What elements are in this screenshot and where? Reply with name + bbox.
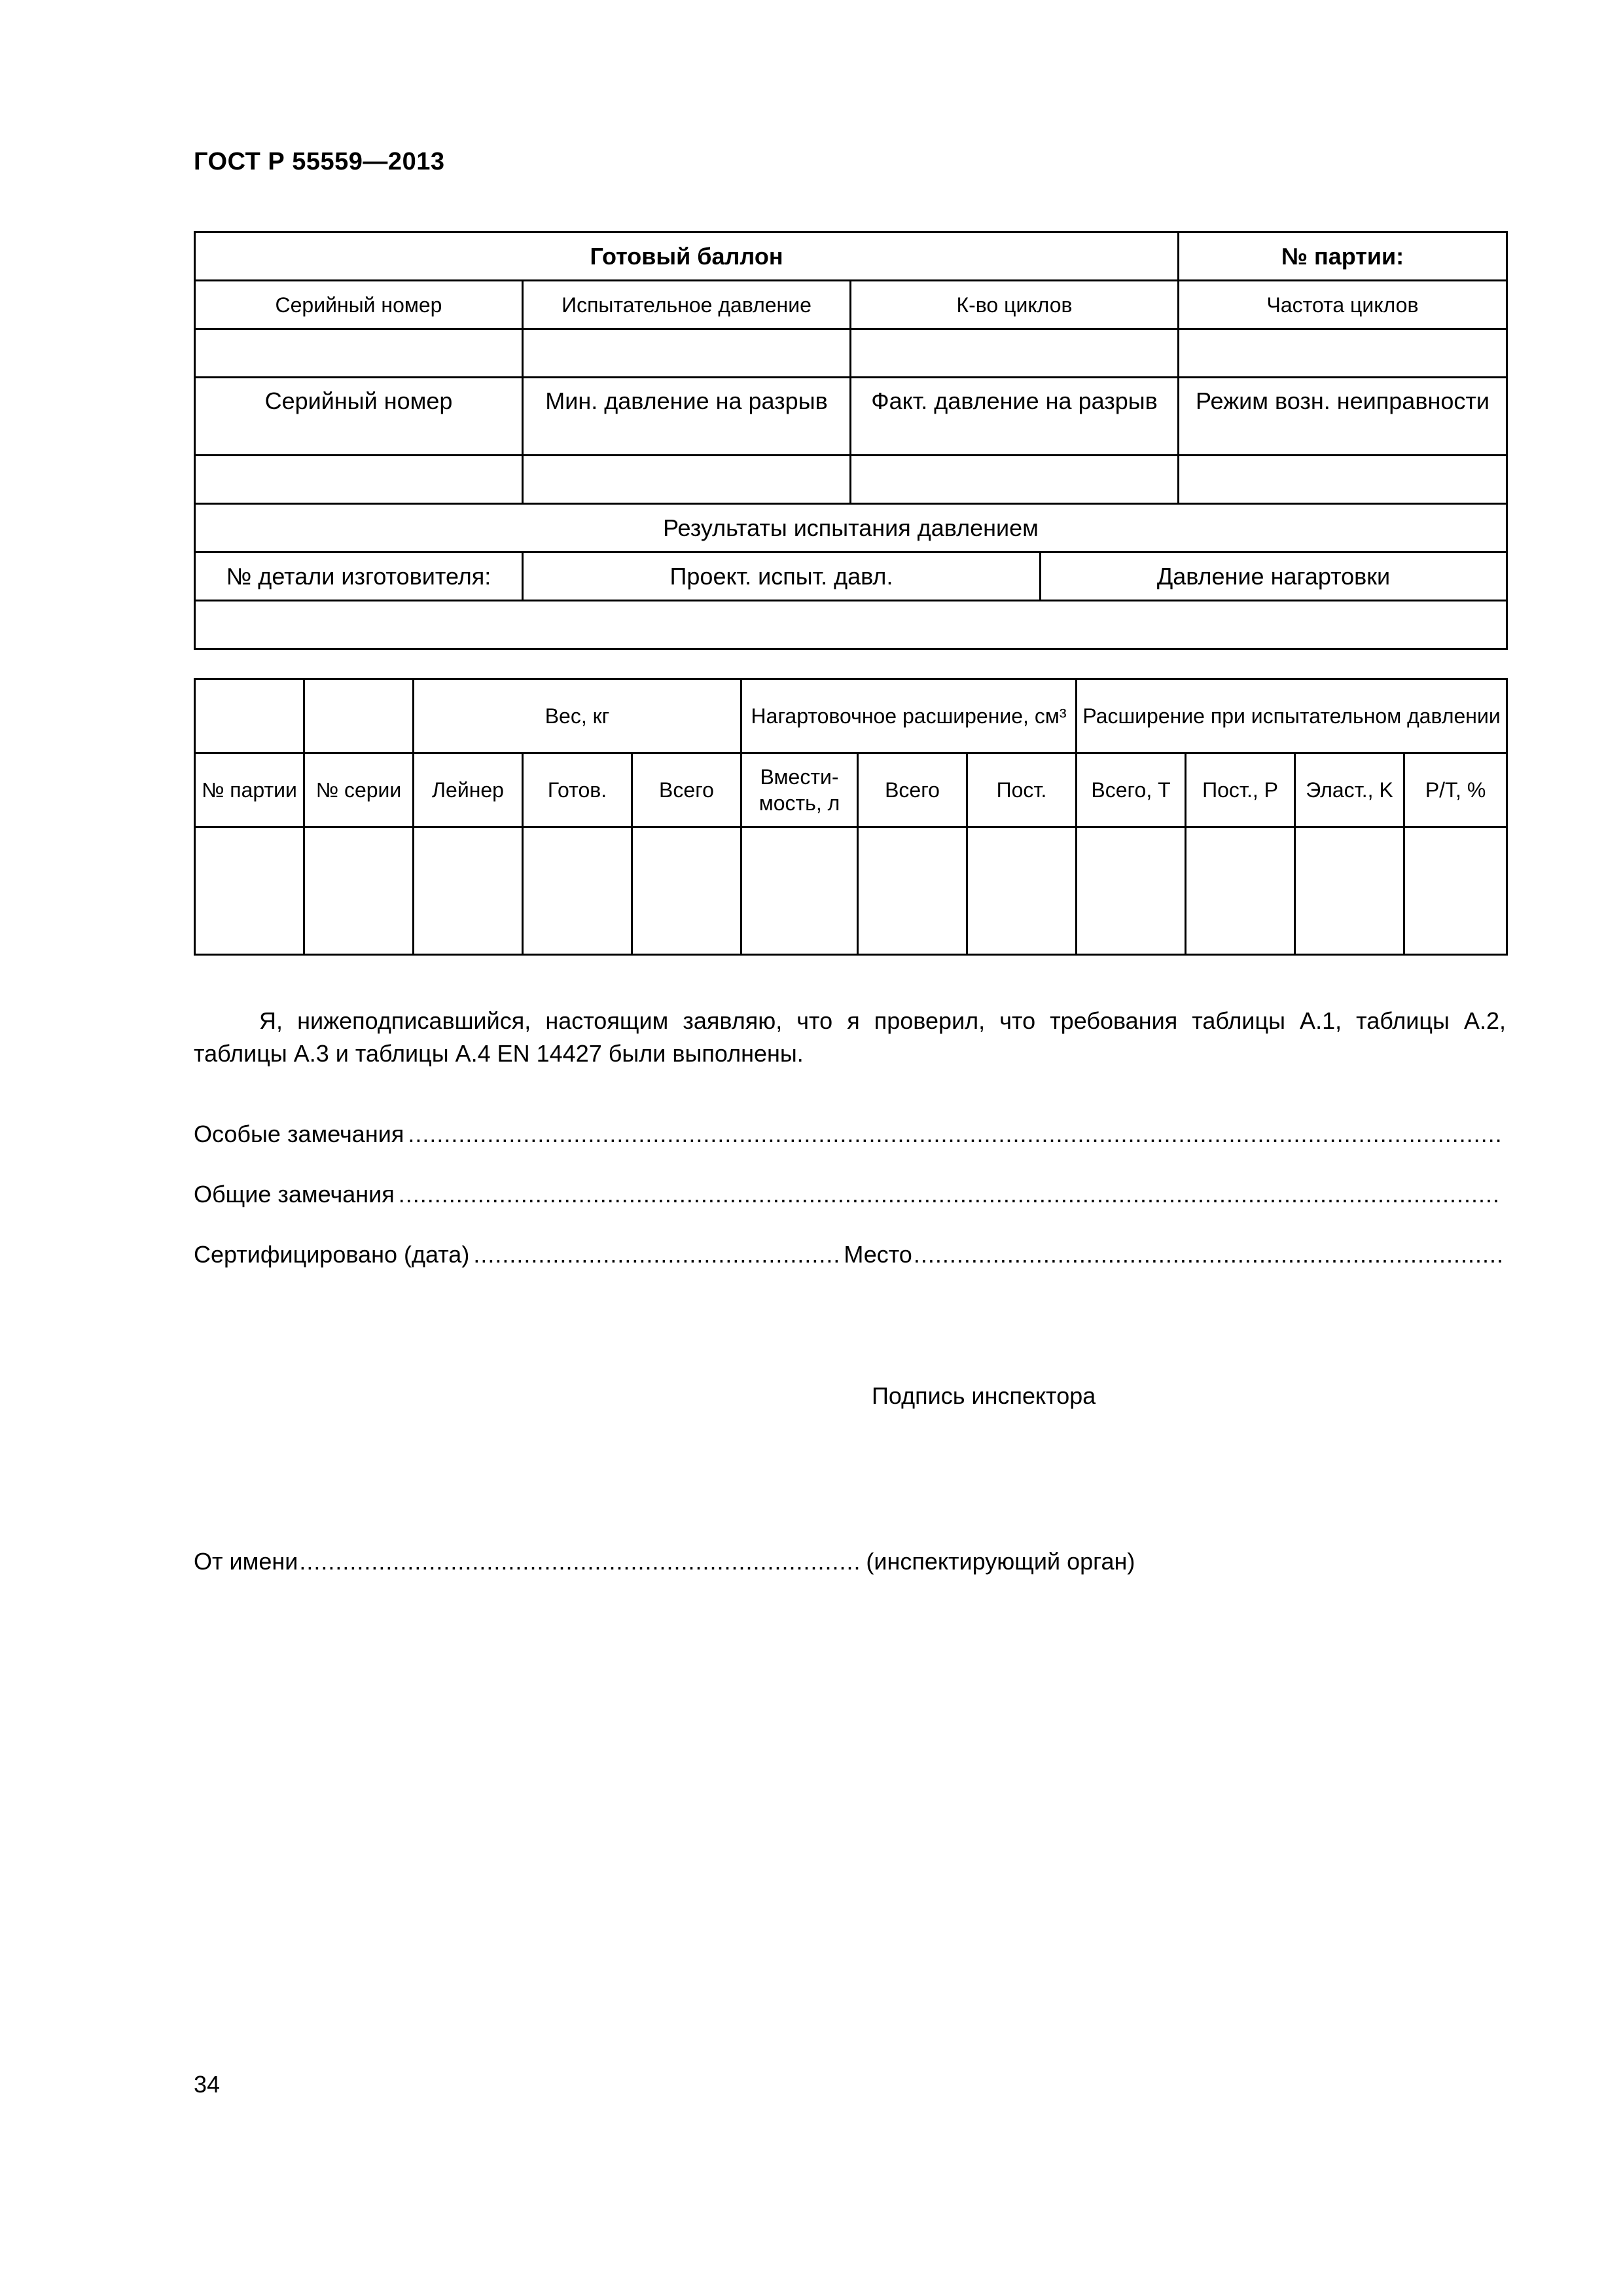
special-remarks-label: Особые замечания (194, 1121, 404, 1147)
general-remarks-line[interactable] (194, 1181, 1506, 1208)
general-remarks-label: Общие замечания (194, 1181, 395, 1208)
finished-cylinder-table (194, 231, 1508, 650)
inspection-body-label: (инспектирующий орган) (866, 1548, 1135, 1575)
series-number-cell[interactable] (304, 827, 414, 955)
pressure-results-entry-cell[interactable] (195, 601, 1507, 649)
expansion-permanent-col-header: Пост., P (1186, 753, 1295, 827)
finished-weight-cell[interactable] (523, 827, 632, 955)
serial-number-header-2: Серийный номер (195, 378, 523, 456)
special-remarks-line[interactable] (194, 1121, 1506, 1148)
declaration-paragraph: Я, нижеподписавшийся, настоящим заявляю, что я проверил, что требования таблицы А.1, таблицы А.2, таблицы А.3 и таблицы А.4 EN 14427 были выполнены. (194, 1007, 1506, 1067)
finished-cylinder-title: Готовый баллон (195, 232, 1179, 281)
min-burst-pressure-header: Мин. давление на разрыв (523, 378, 851, 456)
capacity-cell[interactable] (741, 827, 858, 955)
cycle-frequency-header: Частота циклов (1179, 281, 1507, 329)
certification-line[interactable] (194, 1241, 1506, 1268)
cycle-count-cell[interactable] (851, 329, 1179, 378)
blank-header-cell (195, 679, 304, 753)
autofrettage-pressure-label: Давление нагартовки (1041, 552, 1507, 601)
capacity-col-header: Вмести-мость, л (741, 753, 858, 827)
autofrettage-permanent-cell[interactable] (967, 827, 1077, 955)
expansion-permanent-cell[interactable] (1186, 827, 1295, 955)
on-behalf-line[interactable] (194, 1548, 1506, 1575)
test-pressure-header: Испытательное давление (523, 281, 851, 329)
certified-date-label: Сертифицировано (дата) (194, 1241, 470, 1268)
batch-number-label: № партии: (1179, 232, 1507, 281)
weight-group-header: Вес, кг (414, 679, 741, 753)
special-remarks-fill[interactable] (408, 1121, 1502, 1148)
blank-header-cell (304, 679, 414, 753)
min-burst-pressure-cell[interactable] (523, 456, 851, 504)
certified-date-fill[interactable] (473, 1241, 840, 1268)
batch-number-cell[interactable] (195, 827, 304, 955)
document-id: ГОСТ Р 55559—2013 (194, 148, 445, 175)
test-pressure-expansion-group-header: Расширение при испытательном давлении (1077, 679, 1507, 753)
expansion-total-cell[interactable] (1077, 827, 1186, 955)
expansion-elastic-cell[interactable] (1295, 827, 1404, 955)
general-remarks-fill[interactable] (399, 1181, 1502, 1208)
on-behalf-fill[interactable] (299, 1548, 862, 1575)
serial-number-cell-2[interactable] (195, 456, 523, 504)
test-pressure-cell[interactable] (523, 329, 851, 378)
actual-burst-pressure-cell[interactable] (851, 456, 1179, 504)
manufacturer-part-number-label: № детали изготовителя: (195, 552, 523, 601)
weight-expansion-table (194, 678, 1508, 956)
actual-burst-pressure-header: Факт. давление на разрыв (851, 378, 1179, 456)
autofrettage-group-header: Нагартовочное расширение, см³ (741, 679, 1077, 753)
cycle-frequency-cell[interactable] (1179, 329, 1507, 378)
autofrettage-total-col-header: Всего (858, 753, 967, 827)
place-fill[interactable] (914, 1241, 1502, 1268)
inspector-signature-label: Подпись инспектора (872, 1382, 1096, 1409)
serial-number-header: Серийный номер (195, 281, 523, 329)
finished-weight-col-header: Готов. (523, 753, 632, 827)
autofrettage-total-cell[interactable] (858, 827, 967, 955)
total-weight-cell[interactable] (632, 827, 741, 955)
failure-mode-cell[interactable] (1179, 456, 1507, 504)
liner-weight-cell[interactable] (414, 827, 523, 955)
pt-ratio-cell[interactable] (1404, 827, 1507, 955)
failure-mode-header: Режим возн. неиправности (1179, 378, 1507, 456)
expansion-elastic-col-header: Эласт., K (1295, 753, 1404, 827)
total-weight-col-header: Всего (632, 753, 741, 827)
series-number-col-header: № серии (304, 753, 414, 827)
design-test-pressure-label: Проект. испыт. давл. (523, 552, 1041, 601)
expansion-total-col-header: Всего, T (1077, 753, 1186, 827)
pressure-test-results-title: Результаты испытания давлением (195, 504, 1507, 552)
serial-number-cell[interactable] (195, 329, 523, 378)
place-label: Место (844, 1241, 912, 1268)
cycle-count-header: К-во циклов (851, 281, 1179, 329)
pt-ratio-col-header: P/T, % (1404, 753, 1507, 827)
on-behalf-label: От имени (194, 1548, 298, 1575)
autofrettage-permanent-col-header: Пост. (967, 753, 1077, 827)
batch-number-col-header: № партии (195, 753, 304, 827)
page-number: 34 (194, 2071, 221, 2098)
liner-weight-col-header: Лейнер (414, 753, 523, 827)
